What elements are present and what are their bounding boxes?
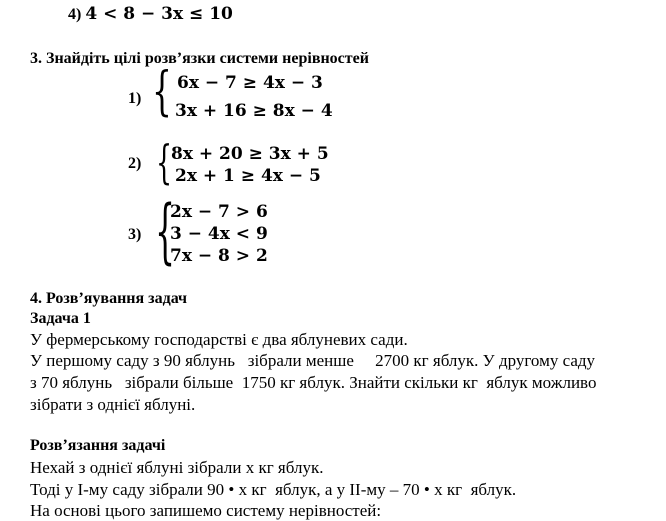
- system-1-line-1: 6x − 7 ≥ 4x − 3: [177, 73, 323, 93]
- solution-line-3: На основі цього запишемо систему нерівностей:: [30, 501, 382, 520]
- system-2: [171, 143, 329, 187]
- system-3-label: 3): [128, 226, 142, 243]
- system-1-brace: {: [152, 62, 172, 122]
- task-1-line-4: зібрати з однієї яблуні.: [30, 395, 196, 414]
- solution-line-1: Нехай з однієї яблуні зібрали х кг яблук.: [30, 458, 324, 477]
- system-3-line-3: 7x − 8 > 2: [170, 246, 268, 266]
- item-4: [68, 4, 233, 24]
- system-1-label: 1): [128, 90, 142, 107]
- solution-line-2: Тоді у І-му саду зібрали 90 • х кг яблук, а у ІІ-му – 70 • х кг яблук.: [30, 480, 517, 499]
- system-2-label: 2): [128, 155, 142, 172]
- solution-title: Розв’язання задачі: [30, 437, 166, 454]
- task-1-title: Задача 1: [30, 310, 91, 327]
- system-3-brace: {: [155, 190, 176, 272]
- system-1-line-2: 3x + 16 ≥ 8x − 4: [175, 101, 333, 121]
- task-1-line-1: У фермерському господарстві є два яблуневих сади.: [30, 330, 408, 349]
- item-4-expression: 4 < 8 − 3x ≤ 10: [85, 4, 233, 24]
- system-1: [175, 72, 333, 122]
- system-3: [170, 201, 268, 267]
- section-3-title: 3. Знайдіть цілі розв’язки системи нерівностей: [30, 50, 369, 67]
- task-1-line-2: У першому саду з 90 яблунь зібрали менше 2700 кг яблук. У другому саду: [30, 351, 596, 370]
- item-4-label: 4): [68, 6, 82, 23]
- section-4-title: 4. Розв’яування задач: [30, 290, 188, 307]
- system-2-line-1: 8x + 20 ≥ 3x + 5: [171, 144, 329, 164]
- task-1-line-3: з 70 яблунь зібрали більше 1750 кг яблук. Знайти скільки кг яблук можливо: [30, 373, 597, 392]
- system-2-line-2: 2x + 1 ≥ 4x − 5: [175, 166, 321, 186]
- system-3-line-1: 2x − 7 > 6: [170, 202, 268, 222]
- system-2-brace: {: [156, 135, 173, 189]
- system-3-line-2: 3 − 4x < 9: [170, 224, 268, 244]
